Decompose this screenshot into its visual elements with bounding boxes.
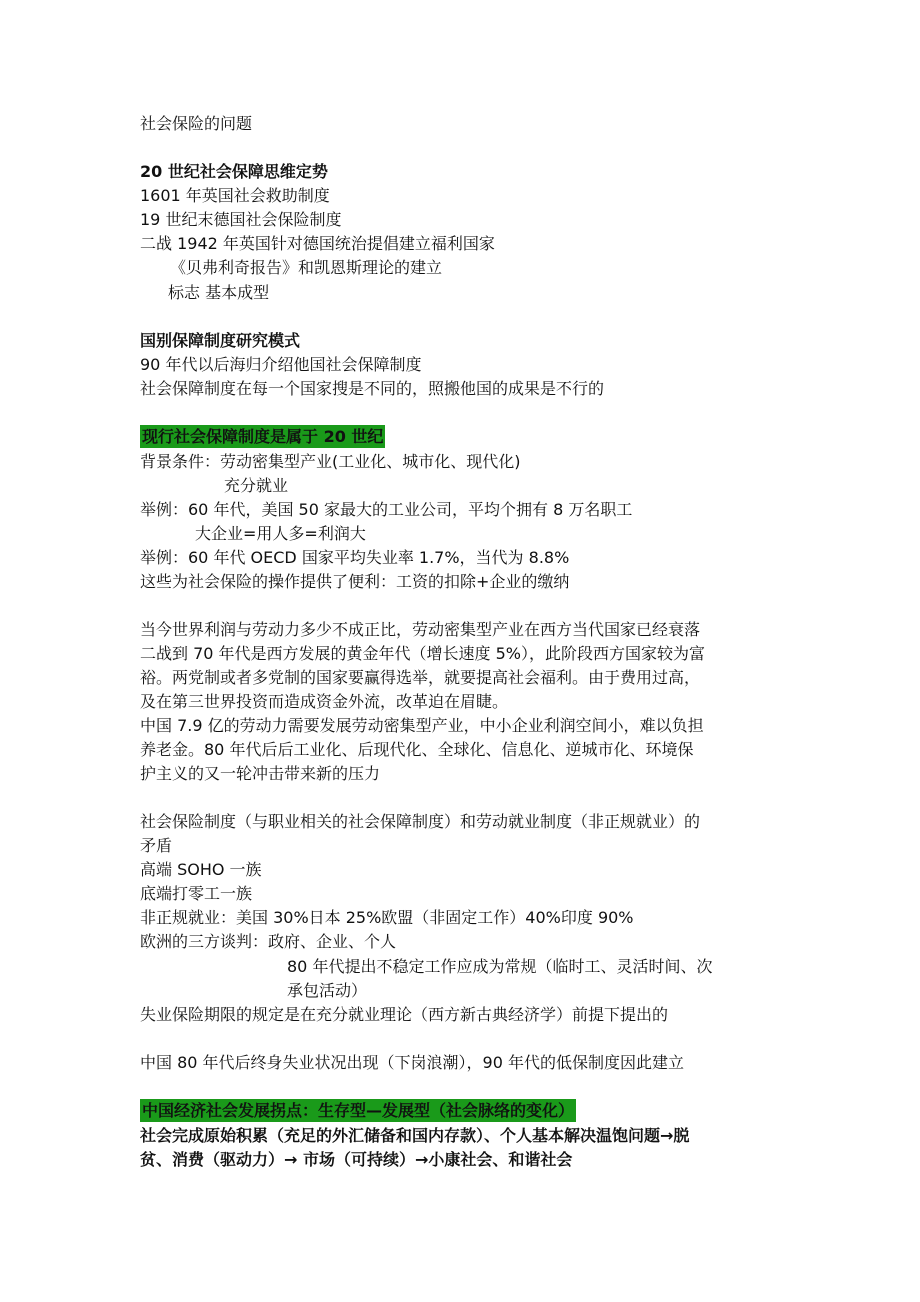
text-line: 社会保险制度（与职业相关的社会保障制度）和劳动就业制度（非正规就业）的 — [140, 812, 701, 831]
text-line: 这些为社会保险的操作提供了便利：工资的扣除+企业的缴纳 — [140, 572, 570, 591]
text-line: 1601 年英国社会救助制度 — [140, 186, 330, 205]
text-line: 高端 SOHO 一族 — [140, 860, 262, 879]
text-line-bold: 社会完成原始积累（充足的外汇储备和国内存款）、个人基本解决温饱问题→脱 — [140, 1126, 690, 1145]
text-line: 非正规就业：美国 30%日本 25%欧盟（非固定工作）40%印度 90% — [140, 908, 634, 927]
text-line: 及在第三世界投资而造成资金外流，改革迫在眉睫。 — [140, 692, 509, 711]
text-line: 矛盾 — [140, 836, 173, 855]
text-line: 底端打零工一族 — [140, 884, 253, 903]
text-line-bold: 贫、消费（驱动力）→ 市场（可持续）→小康社会、和谐社会 — [140, 1150, 573, 1169]
text-line: 护主义的又一轮冲击带来新的压力 — [140, 764, 381, 783]
doc-title: 社会保险的问题 — [140, 114, 253, 133]
text-line: 中国 7.9 亿的劳动力需要发展劳动密集型产业，中小企业利润空间小，难以负担 — [140, 716, 704, 735]
text-line: 失业保险期限的规定是在充分就业理论（西方新古典经济学）前提下提出的 — [140, 1005, 669, 1024]
text-line-indented: 80 年代提出不稳定工作应成为常规（临时工、灵活时间、次 — [287, 957, 713, 976]
section-heading-highlighted — [140, 425, 385, 449]
text-line: 当今世界利润与劳动力多少不成正比，劳动密集型产业在西方当代国家已经衰落 — [140, 620, 701, 639]
text-line: 19 世纪末德国社会保险制度 — [140, 210, 342, 229]
text-line: 90 年代以后海归介绍他国社会保障制度 — [140, 355, 422, 374]
section-heading-country-model: 国别保障制度研究模式 — [140, 331, 301, 350]
text-line: 社会保障制度在每一个国家搜是不同的，照搬他国的成果是不行的 — [140, 379, 605, 398]
text-line-indented: 标志 基本成型 — [168, 283, 270, 302]
text-line: 背景条件：劳动密集型产业(工业化、城市化、现代化) — [140, 452, 521, 471]
text-line: 举例：60 年代，美国 50 家最大的工业公司，平均个拥有 8 万名职工 — [140, 500, 633, 519]
highlight-mark: 中国经济社会发展拐点：生存型—发展型（社会脉络的变化） — [142, 1101, 575, 1120]
text-line: 二战到 70 年代是西方发展的黄金年代（增长速度 5%），此阶段西方国家较为富 — [140, 644, 706, 663]
section-heading-20th-century: 20 世纪社会保障思维定势 — [140, 162, 328, 181]
text-line-indented: 承包活动） — [287, 981, 368, 1000]
text-line: 举例：60 年代 OECD 国家平均失业率 1.7%，当代为 8.8% — [140, 548, 570, 567]
text-line: 裕。两党制或者多党制的国家要赢得选举，就要提高社会福利。由于费用过高， — [140, 668, 701, 687]
highlight-mark: 现行社会保障制度是属于 20 世纪 — [142, 427, 384, 446]
text-line: 养老金。80 年代后后工业化、后现代化、全球化、信息化、逆城市化、环境保 — [140, 740, 694, 759]
text-line: 中国 80 年代后终身失业状况出现（下岗浪潮），90 年代的低保制度因此建立 — [140, 1053, 684, 1072]
section-heading-highlighted — [140, 1099, 576, 1123]
text-line-indented: 大企业=用人多=利润大 — [195, 524, 366, 543]
text-line-indented: 充分就业 — [224, 476, 289, 495]
text-line: 欧洲的三方谈判：政府、企业、个人 — [140, 932, 397, 951]
text-line-indented: 《贝弗利奇报告》和凯恩斯理论的建立 — [170, 258, 443, 277]
text-line: 二战 1942 年英国针对德国统治提倡建立福利国家 — [140, 234, 495, 253]
